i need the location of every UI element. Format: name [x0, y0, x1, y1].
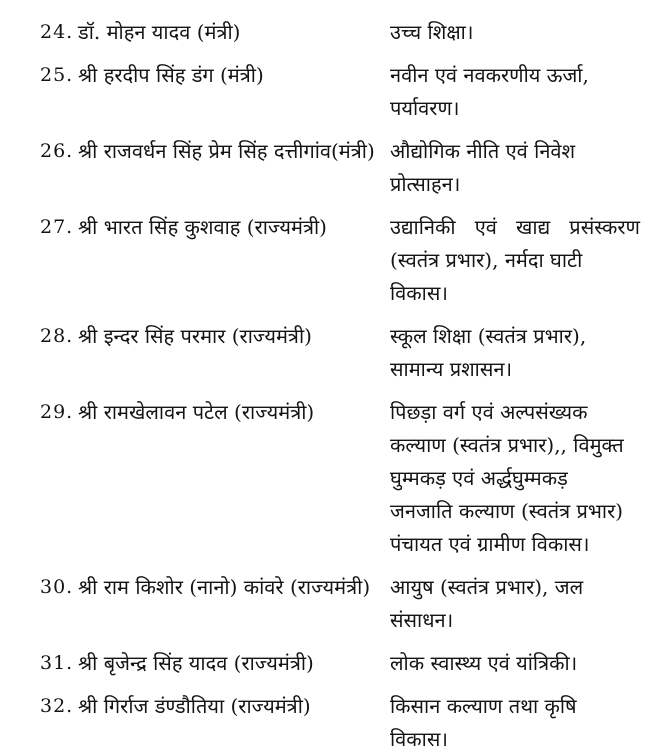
minister-portfolio — [390, 135, 640, 201]
minister-row — [40, 396, 640, 561]
minister-name: श्री भारत सिंह कुशवाह (राज्यमंत्री) — [78, 215, 327, 239]
minister-portfolio — [390, 16, 640, 49]
entry-number: 31. — [40, 652, 74, 674]
minister-name: श्री राम किशोर (नानो) कांवरे (राज्यमंत्री) — [78, 575, 371, 599]
minister-row — [40, 690, 640, 750]
portfolio-line: उच्च शिक्षा। — [390, 20, 474, 44]
portfolio-line: जनजाति कल्याण (स्वतंत्र प्रभार) — [390, 499, 624, 523]
portfolio-line: घुम्मकड़ एवं अर्द्धघुम्मकड़ — [390, 466, 568, 490]
minister-portfolio — [390, 571, 640, 637]
portfolio-line: पिछड़ा वर्ग एवं अल्पसंख्यक — [390, 400, 588, 424]
portfolio-line: सामान्य प्रशासन। — [390, 357, 513, 381]
portfolio-line: प्रोत्साहन। — [390, 172, 461, 196]
entry-number: 24. — [40, 21, 74, 43]
minister-row — [40, 571, 640, 637]
minister-name: डॉ. मोहन यादव (मंत्री) — [78, 20, 241, 44]
portfolio-line: (स्वतंत्र प्रभार), नर्मदा घाटी — [390, 248, 583, 272]
minister-portfolio — [390, 211, 640, 310]
minister-portfolio — [390, 320, 640, 386]
minister-name: श्री हरदीप सिंह डंग (मंत्री) — [78, 63, 264, 87]
minister-name: श्री राजवर्धन सिंह प्रेम सिंह दत्तीगांव(मंत्री) — [78, 139, 375, 163]
portfolio-line: कल्याण (स्वतंत्र प्रभार),, विमुक्त — [390, 433, 624, 457]
entry-number: 25. — [40, 64, 74, 86]
entry-number: 29. — [40, 401, 74, 423]
minister-row — [40, 320, 640, 386]
minister-name: श्री रामखेलावन पटेल (राज्यमंत्री) — [78, 400, 315, 424]
minister-row — [40, 211, 640, 310]
minister-portfolio — [390, 59, 640, 125]
portfolio-line: संसाधन। — [390, 608, 454, 632]
portfolio-line: किसान कल्याण तथा कृषि — [390, 694, 577, 718]
portfolio-line: विकास। — [390, 281, 448, 305]
portfolio-line: नवीन एवं नवकरणीय ऊर्जा, — [390, 63, 589, 87]
entry-number: 27. — [40, 216, 74, 238]
entry-number: 32. — [40, 695, 74, 717]
portfolio-line: लोक स्वास्थ्य एवं यांत्रिकी। — [390, 651, 578, 675]
entry-number: 26. — [40, 140, 74, 162]
minister-name: श्री बृजेन्द्र सिंह यादव (राज्यमंत्री) — [78, 651, 314, 675]
portfolio-line: पंचायत एवं ग्रामीण विकास। — [390, 532, 590, 556]
portfolio-line: औद्योगिक नीति एवं निवेश — [390, 139, 576, 163]
minister-row — [40, 135, 640, 201]
minister-row — [40, 59, 640, 125]
portfolio-line: पर्यावरण। — [390, 96, 460, 120]
portfolio-line: स्कूल शिक्षा (स्वतंत्र प्रभार), — [390, 324, 587, 348]
minister-portfolio — [390, 396, 640, 561]
entry-number: 30. — [40, 576, 74, 598]
minister-list — [40, 16, 640, 750]
portfolio-line: उद्यानिकी एवं खाद्य प्रसंस्करण — [390, 215, 640, 239]
portfolio-line: विकास। — [390, 727, 448, 750]
entry-number: 28. — [40, 325, 74, 347]
portfolio-line: आयुष (स्वतंत्र प्रभार), जल — [390, 575, 584, 599]
minister-portfolio — [390, 690, 640, 750]
minister-row — [40, 647, 640, 680]
minister-row — [40, 16, 640, 49]
minister-name: श्री इन्दर सिंह परमार (राज्यमंत्री) — [78, 324, 312, 348]
minister-portfolio — [390, 647, 640, 680]
minister-name: श्री गिर्राज डंण्डौतिया (राज्यमंत्री) — [78, 694, 311, 718]
